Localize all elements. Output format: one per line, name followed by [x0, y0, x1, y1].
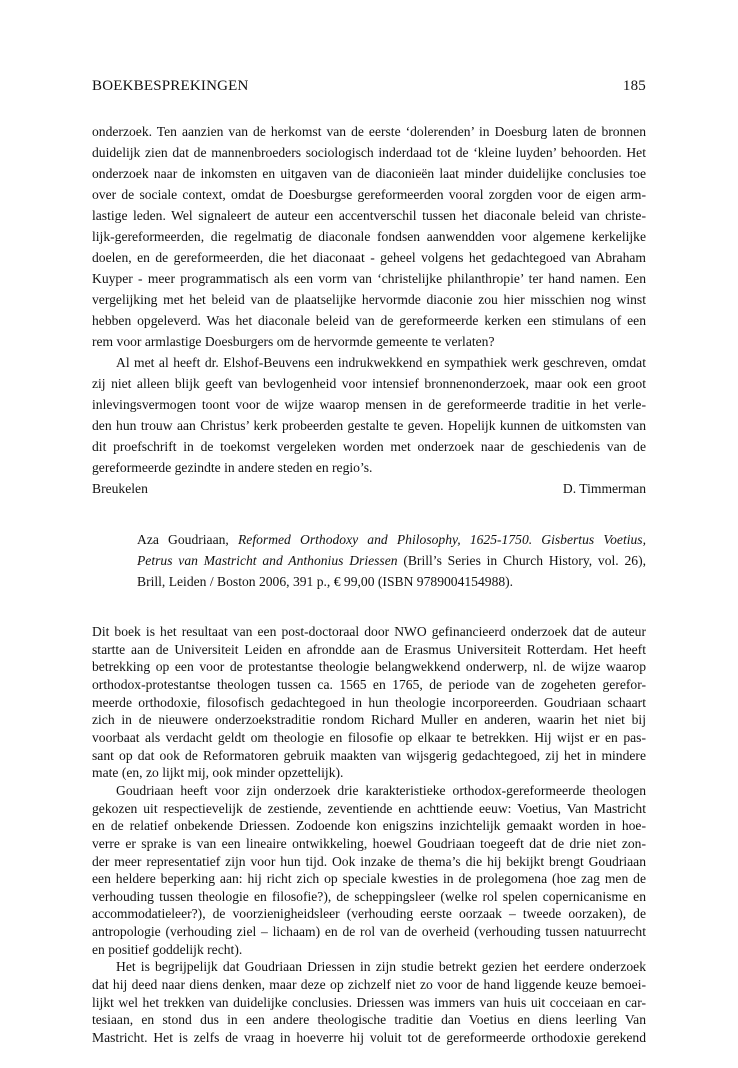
text-line: gereformeerde gezindte in andere steden en regio’s.: [92, 460, 373, 475]
text-line: Al met al heeft dr. Elshof-Beuvens een indrukwekkend en sympathiek werk geschreven, omdat: [116, 355, 646, 370]
text-line: onderzoek naar de inkomsten en uitgaven van de diaconieën laat minder duidelijke conclusies toe: [92, 166, 646, 181]
text-line: accommodatieleer?), de voorzienigheidsleer (verhouding eerste oorzaak – tweede oorzaken), de: [92, 906, 646, 922]
text-line: den hun trouw aan Christus’ kerk probeerden gestalte te geven. Hopelijk kunnen de uitkomsten van: [92, 418, 646, 433]
text-line: zich in de nieuwere onderzoekstraditie rondom Richard Muller en anderen, waarin het niet bij: [92, 712, 646, 728]
text-line: Goudriaan heeft voor zijn onderzoek drie karakteristieke orthodox-gereformeerde theologen: [116, 782, 646, 798]
review-place: Breukelen: [92, 481, 148, 496]
text-line: over de sociale context, omdat de Doesburgse gereformeerden vooral zorgden voor de eigen arm-: [92, 187, 646, 202]
text-line: tesiaan, en stond dus in een andere theologische traditie dan Voetius en diens leerling Van: [92, 1012, 646, 1028]
text-line: mate (en, zo lijkt mij, ook minder opzettelijk).: [92, 765, 344, 781]
text-line: hebben opgeleverd. Was het diaconale beleid van de gereformeerde kerken een stimulans of een: [92, 313, 646, 328]
text-line: voorbaat als verdacht geldt om theologie en filosofie op elkaar te betrekken. Hij wijst er en pas-: [92, 729, 646, 745]
text-line: lijk-gereformeerden, die regelmatig de diaconale fondsen aanwendden voor algemene kerkelijke: [92, 229, 646, 244]
text-line: dat hij deed naar diens denken, maar deze op zichzelf niet zo voor de hand liggende keuze bemoei-: [92, 977, 646, 992]
text-line: dit proefschrift in de toekomst vergeleken worden met onderzoek naar de geschiedenis van de: [92, 439, 646, 454]
text-line: rem voor armlastige Doesburgers om de hervormde gemeente te verlaten?: [92, 334, 495, 349]
text-line: Mastricht. Het is zelfs de vraag in hoeverre hij voluit tot de gereformeerde orthodoxie gerekend: [92, 1030, 646, 1045]
text-line: gekozen uit respectievelijk de zestiende, zeventiende en achttiende eeuw: Voetius, Van Mastricht: [92, 800, 646, 816]
bib-line-2: [137, 551, 646, 570]
text-line: orthodox-protestantse theologen tussen ca. 1565 en 1765, de periode van de zogeheten gerefor-: [92, 677, 646, 692]
text-line: startte aan de Universiteit Leiden en afrondde aan de Erasmus Universiteit Rotterdam. Het heeft: [92, 641, 646, 657]
bib-title-part-1: Reformed Orthodoxy and Philosophy, 1625-1750. Gisbertus Voetius,: [238, 532, 646, 547]
page-number: 185: [622, 78, 646, 94]
bib-series: (Brill’s Series in Church History, vol. 26),: [397, 553, 646, 568]
text-line: meerde orthodoxie, filosofisch gedachtegoed in hun theologie incorporeerden. Goudriaan schaart: [92, 694, 646, 710]
text-line: verre er sprake is van een lineaire ontwikkeling, hoewel Goudriaan toegeeft dat de drie niet zon-: [92, 835, 646, 851]
bib-author: Aza Goudriaan,: [137, 532, 229, 547]
text-line: zij niet alleen blijk geeft van bevlogenheid voor intensief bronnenonderzoek, maar ook een groot: [92, 376, 646, 391]
text-line: betrekking op een voor de protestantse theologie belangwekkend onderwerp, nl. de wijze waarop: [92, 659, 646, 675]
text-line: en de relatief onbekende Driessen. Zodoende kon enigszins inzichtelijk gemaakt worden in hoe-: [92, 818, 646, 834]
text-line: verhouding tussen theologie en filosofie?), de scheppingsleer (welke rol spelen copernicanisme en: [92, 888, 646, 904]
text-line: doelen, en de gereformeerden, die het diaconaat - geheel volgens het gedachtegoed van Abraham: [92, 250, 646, 265]
text-line: Dit boek is het resultaat van een post-doctoraal door NWO gefinancieerd onderzoek dat de auteur: [92, 624, 646, 639]
text-line: sant op dat ook de Reformatoren gebruik maakten van wijsgerig gedachtegoed, zij het in mindere: [92, 747, 646, 763]
text-line: en positief goddelijk recht).: [92, 941, 243, 957]
text-line: Het is begrijpelijk dat Goudriaan Driessen in zijn studie betrekt gezien het eerdere onderzoek: [116, 959, 646, 975]
text-line: lijkt wel het trekken van duidelijke conclusies. Driessen was immers van huis uit cocceiaan en car-: [92, 994, 646, 1010]
text-line: antropologie (verhouding ziel – lichaam) en de rol van de overheid (verhouding tussen natuurrecht: [92, 924, 646, 940]
page-header: [92, 78, 646, 98]
bib-line-1: [137, 530, 646, 549]
text-line: onderzoek. Ten aanzien van de herkomst van de eerste ‘dolerenden’ in Doesburg laten de bronnen: [92, 124, 646, 139]
text-line: vergelijking met het beleid van de plaatselijke hervormde diaconie zou hier misschien nog winst: [92, 292, 646, 307]
text-line: duidelijk zien dat de mannenbroeders sociologisch inderdaad tot de ‘kleine luyden’ behoorden. Het: [92, 145, 646, 160]
bib-title-part-2: Petrus van Mastricht and Anthonius Driessen: [137, 553, 398, 568]
text-line: der meer representatief zijn voor hun tijd. Ook inzake de thema’s die hij bekijkt brengt Goudriaan: [92, 853, 646, 869]
reviewer-name: D. Timmerman: [562, 481, 646, 496]
bib-line-3: Brill, Leiden / Boston 2006, 391 p., € 99,00 (ISBN 9789004154988).: [137, 574, 514, 589]
running-title: BOEKBESPREKINGEN: [92, 78, 249, 94]
text-line: Kuyper - meer programmatisch als een vorm van ‘christelijke philanthropie’ ter hand namen. Een: [92, 271, 646, 286]
text-line: een heldere beperking aan: hij richt zich op speciale kwesties in de prolegomena (hoe zag men de: [92, 871, 646, 887]
text-line: inlevingsvermogen toont voor de wijze waarop mensen in de gereformeerde traditie in het verle-: [92, 397, 646, 412]
text-line: lastige leden. Wel signaleert de auteur een accentverschil tussen het diaconale beleid van christe-: [92, 208, 646, 223]
